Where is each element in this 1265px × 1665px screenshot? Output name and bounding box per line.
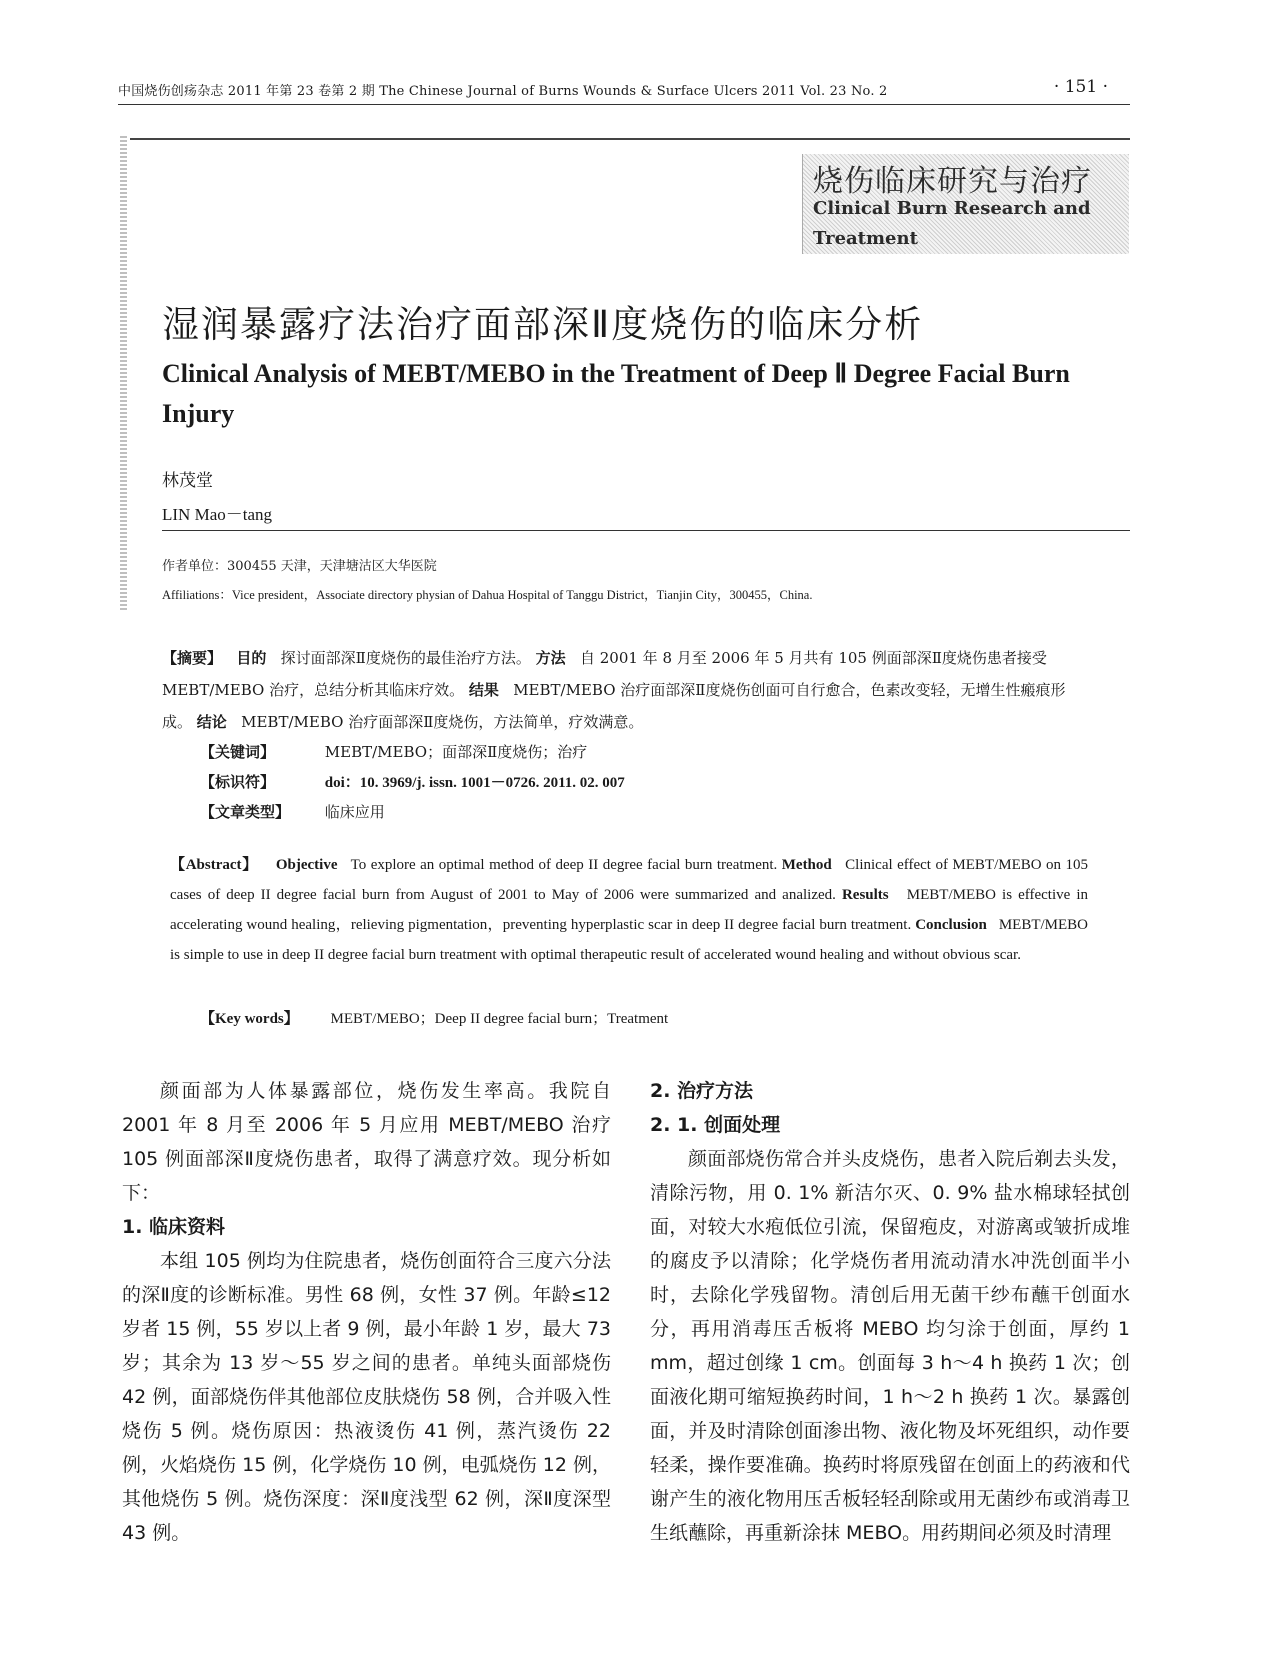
abstract-zh — [162, 642, 1088, 738]
keywords-en — [200, 1007, 668, 1028]
keywords-label: 【关键词】 — [200, 743, 276, 761]
conclusion-text: MEBT/MEBO 治疗面部深Ⅱ度烧伤，方法简单，疗效满意。 — [241, 713, 644, 731]
section-label — [802, 154, 1129, 254]
author-name-en: LIN Mao－tang — [162, 505, 273, 524]
abstract-label: 【Abstract】 — [170, 857, 258, 873]
results-label: Results — [841, 887, 889, 903]
divider — [162, 530, 1130, 531]
conclusion-text: MEBT/MEBO is simple to use in deep II degree facial burn treatment with optimal therapeutic result of accelerated wound healing and without obvious scar. — [170, 917, 1089, 963]
journal-citation: 中国烧伤创疡杂志 2011 年第 23 卷第 2 期 The Chinese Journal of Burns Wounds & Surface Ulcers 2011 Vol. 23 No. 2 — [118, 84, 888, 99]
article-type-text: 临床应用 — [324, 803, 385, 821]
results-text: MEBT/MEBO is effective in accelerating wound healing，relieving pigmentation，preventing hyperplastic scar in deep II degree facial burn treatment. — [170, 887, 1088, 933]
article-title-en: Clinical Analysis of MEBT/MEBO in the Treatment of Deep Ⅱ Degree Facial Burn Injury — [162, 359, 1070, 428]
objective-text: To explore an optimal method of deep II degree facial burn treatment. — [350, 857, 778, 873]
objective-text: 探讨面部深Ⅱ度烧伤的最佳治疗方法。 — [280, 649, 531, 667]
page-number: · 151 · — [1053, 77, 1108, 97]
article-type-zh — [200, 801, 385, 822]
objective-label: 目的 — [236, 649, 267, 667]
conclusion-label: Conclusion — [915, 917, 987, 933]
identifier-label: 【标识符】 — [200, 773, 276, 791]
clinical-data-paragraph: 本组 105 例均为住院患者，烧伤创面符合三度六分法的深Ⅱ度的诊断标准。男性 68 例，女性 37 例。年龄≤12 岁者 15 例，55 岁以上者 9 例，最小年龄 1 岁，最大 73 岁；其余为 13 岁～55 岁之间的患者。单纯头面部烧伤 42 例，面部烧伤伴其他部位皮肤烧伤 58 例，合并吸入性烧伤 5 例。烧伤原因：热液烫伤 41 例，蒸汽烫伤 22 例，火焰烧伤 15 例，化学烧伤 10 例，电弧烧伤 12 例，其他烧伤 5 例。烧伤深度：深Ⅱ度浅型 62 例，深Ⅱ度深型 43 例。 — [122, 1250, 611, 1544]
identifier-zh — [200, 771, 625, 792]
header-rule — [118, 104, 1130, 105]
abstract-en — [170, 850, 1088, 970]
decorative-strip — [120, 134, 127, 610]
body-column-left — [122, 1074, 611, 1550]
divider — [130, 138, 1130, 140]
method-label: 方法 — [535, 649, 566, 667]
doi-text: doi：10. 3969/j. issn. 1001－0726. 2011. 02. 007 — [324, 775, 625, 791]
article-type-label: 【文章类型】 — [200, 803, 291, 821]
keywords-zh — [200, 741, 587, 762]
wound-treatment-paragraph: 颜面部烧伤常合并头皮烧伤，患者入院后剃去头发，清除污物，用 0. 1% 新洁尔灭、0. 9% 盐水棉球轻拭创面，对较大水疱低位引流，保留疱皮，对游离或皱折成堆的腐皮予以清除；化学烧伤者用流动清水冲洗创面半小时，去除化学残留物。清创后用无菌干纱布蘸干创面水分，再用消毒压舌板将 MEBO 均匀涂于创面，厚约 1 mm，超过创缘 1 cm。创面每 3 h～4 h 换药 1 次；创面液化期可缩短换药时间，1 h～2 h 换药 1 次。暴露创面，并及时清除创面渗出物、液化物及坏死组织，动作要轻柔，操作要准确。换药时将原残留在创面上的药液和代谢产生的液化物用压舌板轻轻刮除或用无菌纱布或消毒卫生纸蘸除，再重新涂抹 MEBO。用药期间必须及时清理 — [650, 1148, 1130, 1544]
keywords-label: 【Key words】 — [200, 1011, 299, 1027]
intro-paragraph: 颜面部为人体暴露部位，烧伤发生率高。我院自 2001 年 8 月至 2006 年 5 月应用 MEBT/MEBO 治疗 105 例面部深Ⅱ度烧伤患者，取得了满意疗效。现分析如下： — [122, 1080, 611, 1204]
abstract-label: 【摘要】 — [162, 649, 223, 667]
article-title-zh: 湿润暴露疗法治疗面部深Ⅱ度烧伤的临床分析 — [162, 303, 924, 346]
conclusion-label: 结论 — [196, 713, 227, 731]
method-text: Clinical effect of MEBT/MEBO on 105 cases of deep II degree facial burn from August of 2001 to May of 2006 were summarized and analized. — [170, 857, 1089, 903]
keywords-text: MEBT/MEBO；Deep II degree facial burn；Treatment — [330, 1011, 669, 1027]
body-column-right — [650, 1074, 1130, 1550]
section-label-en: Clinical Burn Research and Treatment — [813, 198, 1091, 249]
subsection-heading: 2. 1. 创面处理 — [650, 1114, 781, 1136]
method-label: Method — [781, 857, 832, 873]
method-text: 自 2001 年 8 月至 2006 年 5 月共有 105 例面部深Ⅱ度烧伤患者接受 MEBT/MEBO 治疗，总结分析其临床疗效。 — [162, 649, 1047, 699]
running-header — [118, 77, 1108, 102]
affiliation-zh: 作者单位：300455 天津，天津塘沽区大华医院 — [162, 559, 437, 574]
section-heading: 2. 治疗方法 — [650, 1080, 754, 1102]
results-label: 结果 — [468, 681, 499, 699]
results-text: MEBT/MEBO 治疗面部深Ⅱ度烧伤创面可自行愈合，色素改变轻，无增生性瘢痕形成。 — [162, 681, 1066, 731]
author-name-zh: 林茂堂 — [162, 471, 213, 491]
keywords-text: MEBT/MEBO；面部深Ⅱ度烧伤；治疗 — [324, 743, 588, 761]
objective-label: Objective — [275, 857, 338, 873]
section-heading: 1. 临床资料 — [122, 1216, 226, 1238]
section-label-zh: 烧伤临床研究与治疗 — [813, 164, 1092, 199]
affiliation-en: Affiliations：Vice president，Associate directory physian of Dahua Hospital of Tanggu District，Tianjin City，300455，China. — [162, 588, 813, 602]
